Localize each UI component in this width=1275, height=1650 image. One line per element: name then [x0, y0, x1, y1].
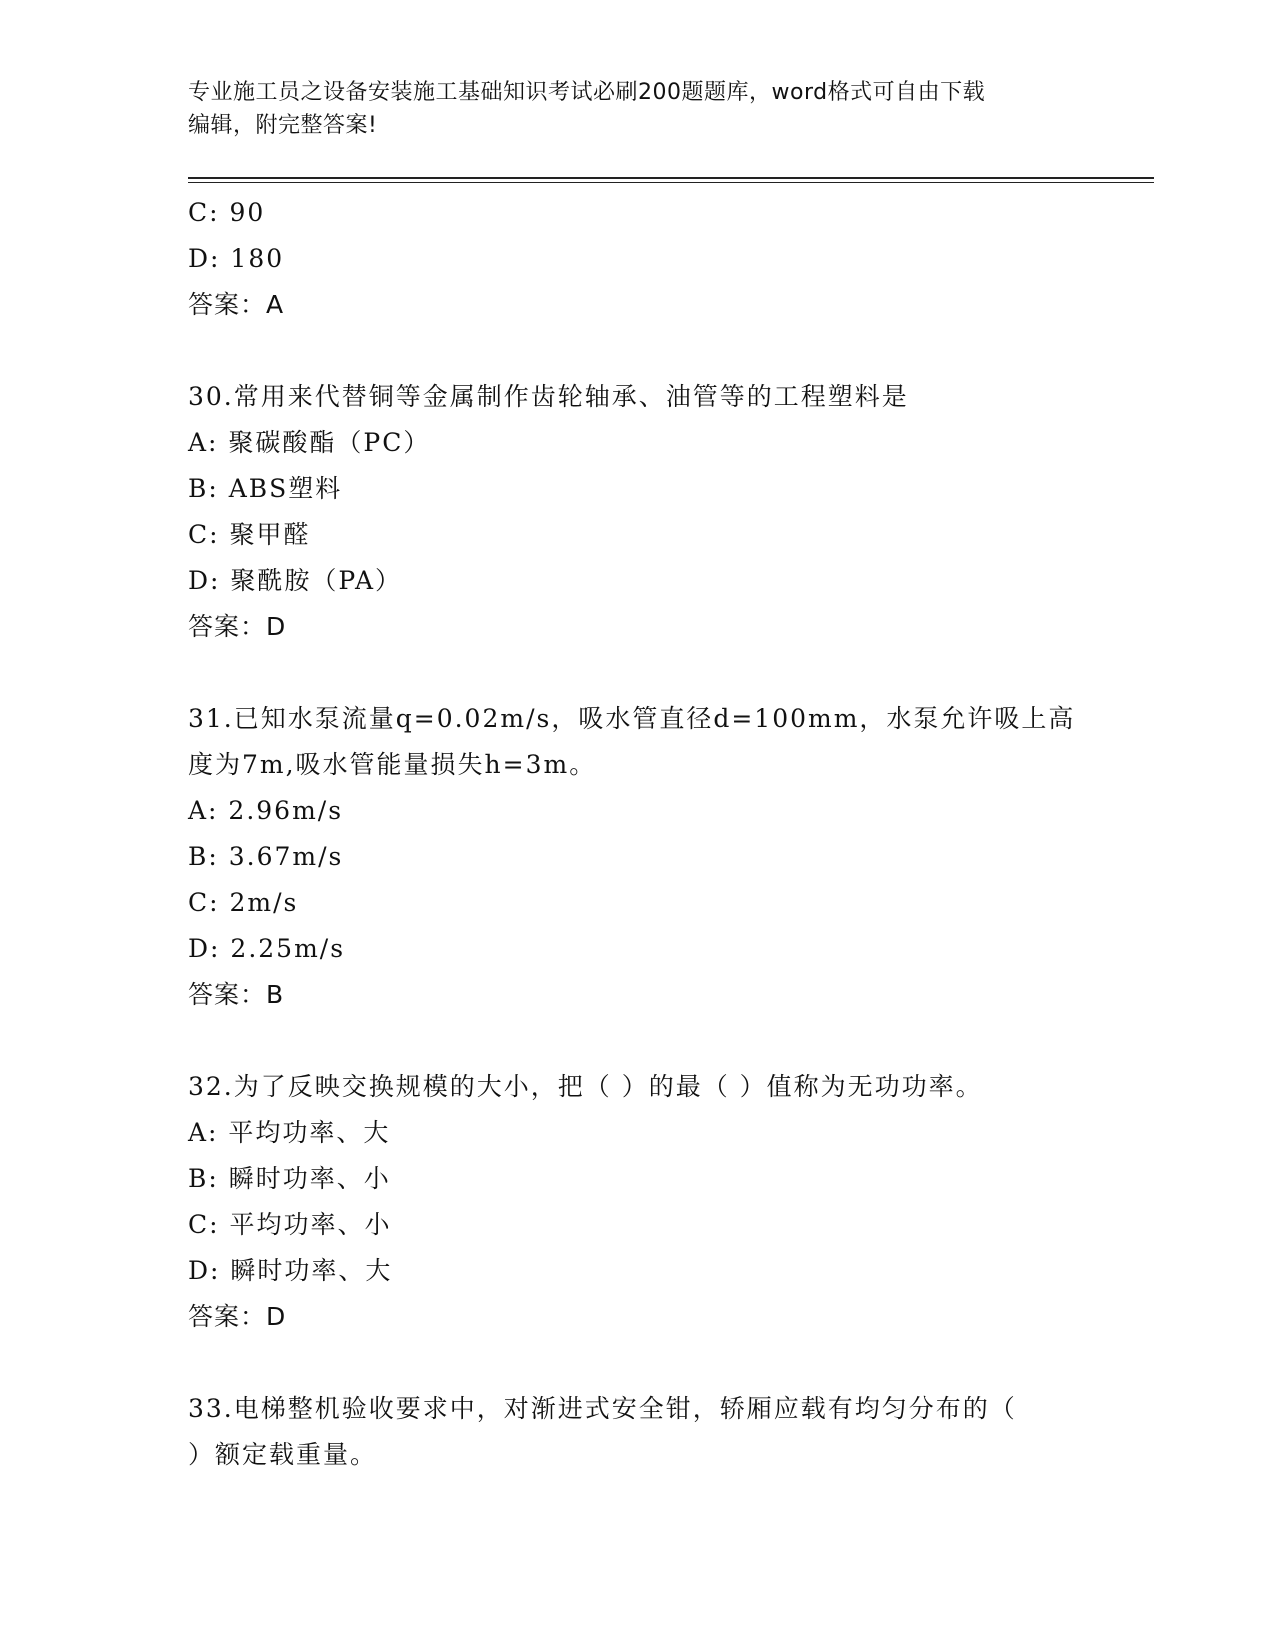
answer: 答案：B [188, 980, 285, 1009]
option-c: C: 聚甲醛 [188, 520, 311, 549]
spacer [188, 650, 1088, 696]
question-stem: 30.常用来代替铜等金属制作齿轮轴承、油管等的工程塑料是 [188, 382, 909, 411]
option-d: D: 聚酰胺（PA） [188, 566, 402, 595]
option-b: B: ABS塑料 [188, 474, 343, 503]
question-stem: 32.为了反映交换规模的大小，把（ ）的最（ ）值称为无功功率。 [188, 1072, 983, 1101]
header-title-line-1: 专业施工员之设备安装施工基础知识考试必刷200题题库，word格式可自由下载 [188, 80, 986, 105]
option-a: A: 2.96m/s [188, 796, 344, 825]
header-title-line-2: 编辑，附完整答案! [188, 113, 378, 138]
question-30 [188, 374, 1088, 650]
answer: 答案：D [188, 1302, 287, 1331]
answer: 答案：D [188, 612, 287, 641]
option-d: D: 180 [188, 244, 285, 273]
option-c: C: 90 [188, 198, 266, 227]
question-stem-line-1: 33.电梯整机验收要求中，对渐进式安全钳，轿厢应载有均匀分布的（ [188, 1394, 1017, 1423]
option-c: C: 平均功率、小 [188, 1210, 392, 1239]
header-divider-thin [188, 182, 1154, 183]
spacer [188, 1340, 1088, 1386]
spacer [188, 328, 1088, 374]
document-header [188, 76, 1068, 142]
option-d: D: 瞬时功率、大 [188, 1256, 393, 1285]
question-stem-line-2: 度为7m,吸水管能量损失h=3m。 [188, 750, 597, 779]
answer: 答案：A [188, 290, 285, 319]
option-d: D: 2.25m/s [188, 934, 346, 963]
question-stem-line-1: 31.已知水泵流量q=0.02m/s，吸水管直径d=100mm，水泵允许吸上高 [188, 704, 1076, 733]
question-list [188, 190, 1088, 1478]
spacer [188, 1018, 1088, 1064]
question-33 [188, 1386, 1088, 1478]
question-32 [188, 1064, 1088, 1340]
option-c: C: 2m/s [188, 888, 299, 917]
question-stem-line-2: ）额定载重量。 [188, 1440, 378, 1469]
option-b: B: 3.67m/s [188, 842, 344, 871]
option-a: A: 平均功率、大 [188, 1118, 391, 1147]
question-31 [188, 696, 1088, 1018]
option-b: B: 瞬时功率、小 [188, 1164, 391, 1193]
header-divider-thick [188, 177, 1154, 179]
question-previous [188, 190, 1088, 328]
option-a: A: 聚碳酸酯（PC） [188, 428, 431, 457]
